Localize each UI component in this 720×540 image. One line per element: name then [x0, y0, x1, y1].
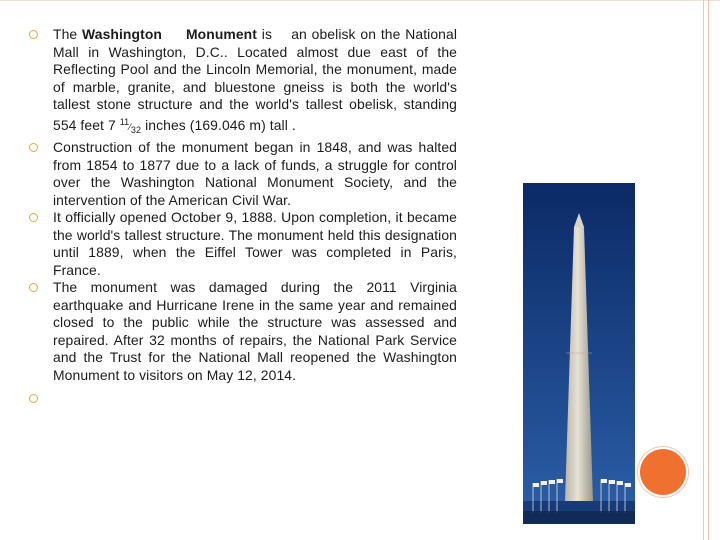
height-fraction: 11⁄32 — [119, 116, 142, 135]
bullet-marker-icon — [29, 283, 38, 292]
right-rule-outer — [703, 0, 704, 540]
top-rule — [0, 0, 720, 1]
overview-text-2: is an obelisk on the National Mall in Washington, D.C.. Located almost due east of the Reflecting Pool and the Lincoln Memorial, the monument, made of marble, granite, and bluestone gneiss is both the world's tallest stone structure and the world's tallest obelisk, standing 554 feet 7 — [53, 26, 461, 133]
bullet-marker-icon — [29, 30, 38, 39]
bullet-item-opening — [29, 209, 457, 279]
bullet-item-construction — [29, 139, 457, 209]
accent-circle — [640, 449, 686, 495]
opening-text: It officially opened October 9, 1888. Upon completion, it became the world's tallest structure. The monument held this designation until 1889, when the Eiffel Tower was completed in Paris, France. — [53, 209, 457, 278]
monument-photo-svg — [523, 183, 635, 524]
construction-text: Construction of the monument began in 1848, and was halted from 1854 to 1877 due to a lack of funds, a struggle for control over the Washington National Monument Society, and the intervention of the American Civil War. — [53, 139, 457, 208]
bullet-marker-icon — [29, 394, 38, 403]
overview-text-3: inches (169.046 m) tall . — [141, 116, 296, 133]
monument-photo — [523, 183, 635, 524]
overview-text-1: The — [53, 26, 83, 42]
bullet-item-empty — [29, 390, 457, 408]
bullet-list — [29, 26, 461, 408]
damage-text: The monument was damaged during the 2011 Virginia earthquake and Hurricane Irene in the same year and remained closed to the public while the structure was assessed and repaired. After 32 months of repairs, the National Park Service and the Trust for the National Mall reopened the Washington Monument to visitors on May 12, 2014. — [53, 279, 457, 383]
monument-name: Washington Monument — [82, 26, 257, 42]
bullet-item-damage — [29, 279, 457, 384]
bullet-item-overview — [29, 26, 461, 139]
right-rule-inner — [708, 0, 709, 540]
bullet-marker-icon — [29, 143, 38, 152]
bullet-marker-icon — [29, 213, 38, 222]
